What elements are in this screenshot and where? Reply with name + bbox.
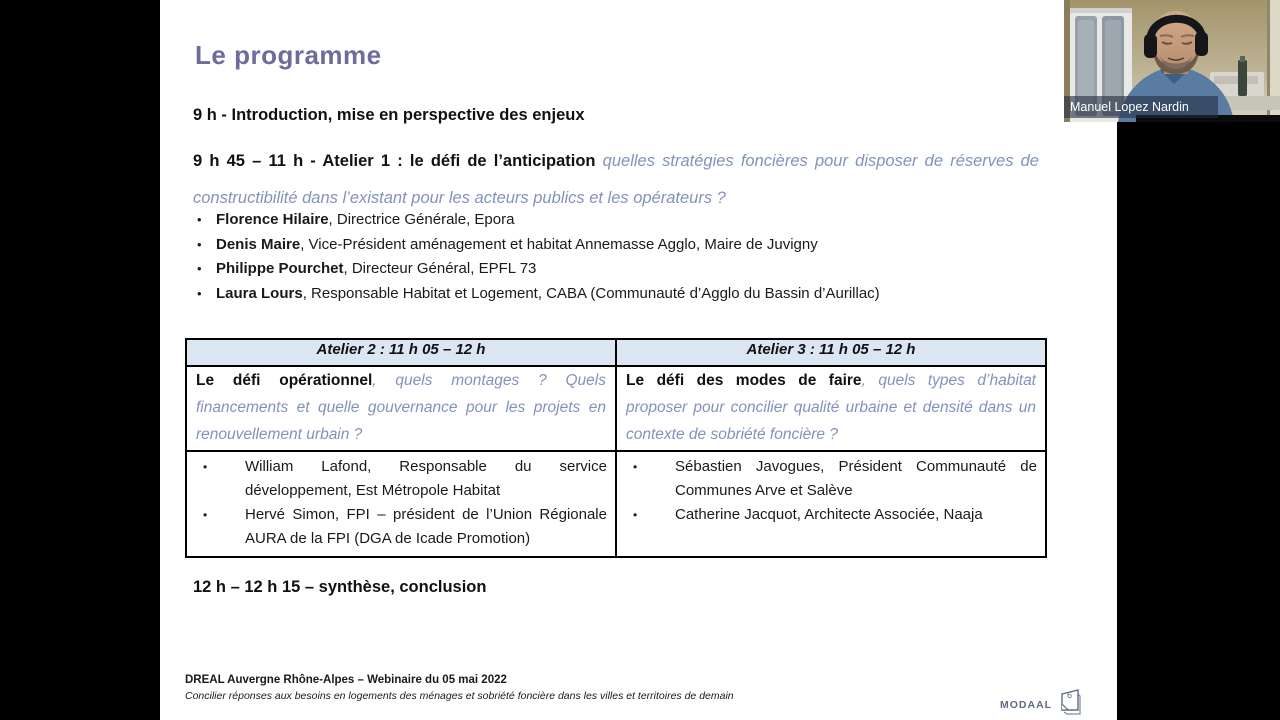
atelier1-speakers-list xyxy=(193,208,880,306)
page-number-icon xyxy=(1058,688,1082,715)
speaker-name: Florence Hilaire xyxy=(216,211,329,228)
speaker-item xyxy=(193,257,880,282)
atelier2-theme xyxy=(186,366,616,451)
speaker-role: , Directeur Général, EPFL 73 xyxy=(343,260,537,277)
modaal-logo-text: MODAAL xyxy=(1000,699,1053,711)
atelier2-theme-title: Le défi opérationnel xyxy=(196,372,373,389)
table-speakers-row xyxy=(186,451,1046,557)
presentation-slide xyxy=(160,0,1117,720)
participant-name-label: Manuel Lopez Nardin xyxy=(1064,96,1218,118)
agenda-atelier1 xyxy=(193,143,1039,217)
slide-title: Le programme xyxy=(195,40,382,70)
speaker-name: Philippe Pourchet xyxy=(216,260,344,277)
agenda-conclusion: 12 h – 12 h 15 – synthèse, conclusion xyxy=(193,578,487,596)
agenda-introduction: 9 h - Introduction, mise en perspective des enjeux xyxy=(193,106,585,124)
atelier1-question: quelles stratégies foncières pour disposer de réserves de constructibilité dans l’existant pour les acteurs publics et les opérateurs ? xyxy=(193,152,1039,207)
webcam-overlay[interactable] xyxy=(1064,0,1280,122)
ateliers-table xyxy=(185,338,1047,558)
page-number: 6 xyxy=(1067,690,1073,700)
speaker-name: Laura Lours xyxy=(216,284,303,302)
table-theme-row xyxy=(186,366,1046,451)
speaker-item xyxy=(193,282,880,307)
atelier1-heading: 9 h 45 – 11 h - Atelier 1 : le défi de l’anticipation xyxy=(193,152,596,170)
footer-subtitle-line: Concilier réponses aux besoins en logements des ménages et sobriété foncière dans les villes et territoires de demain xyxy=(185,690,734,702)
atelier3-speakers xyxy=(616,451,1046,557)
atelier3-header: Atelier 3 : 11 h 05 – 12 h xyxy=(616,339,1046,366)
atelier2-header: Atelier 2 : 11 h 05 – 12 h xyxy=(186,339,616,366)
speaker-item xyxy=(193,233,880,258)
atelier2-theme-question: , quels montages ? Quels financements et quelle gouvernance pour les projets en renouvellement urbain ? xyxy=(196,372,606,443)
speaker-role: , Directrice Générale, Epora xyxy=(328,211,515,228)
atelier3-theme xyxy=(616,366,1046,451)
speaker-role: , Vice-Président aménagement et habitat Annemasse Agglo, Maire de Juvigny xyxy=(300,235,818,253)
atelier3-theme-question: , quels types d’habitat proposer pour concilier qualité urbaine et densité dans un contexte de sobriété foncière ? xyxy=(626,372,1036,443)
atelier3-theme-title: Le défi des modes de faire xyxy=(626,372,862,389)
footer-event-line: DREAL Auvergne Rhône-Alpes – Webinaire du 05 mai 2022 xyxy=(185,674,507,686)
speaker-item: • Hervé Simon, FPI – président de l’Union Régionale AURA de la FPI (DGA de Icade Promotion) xyxy=(195,503,607,551)
speaker-item xyxy=(193,208,880,233)
slide-footer xyxy=(185,672,734,704)
atelier2-speakers xyxy=(186,451,616,557)
speaker-item: • Sébastien Javogues, Président Communauté de Communes Arve et Salève xyxy=(625,455,1037,503)
speaker-item: • Catherine Jacquot, Architecte Associée, Naaja xyxy=(625,503,1037,527)
speaker-name: Denis Maire xyxy=(216,235,301,253)
speaker-item: • William Lafond, Responsable du service développement, Est Métropole Habitat xyxy=(195,455,607,503)
table-header-row xyxy=(186,339,1046,366)
modaal-brand xyxy=(1000,688,1100,716)
speaker-role: , Responsable Habitat et Logement, CABA (Communauté d’Agglo du Bassin d’Aurillac) xyxy=(302,284,880,302)
